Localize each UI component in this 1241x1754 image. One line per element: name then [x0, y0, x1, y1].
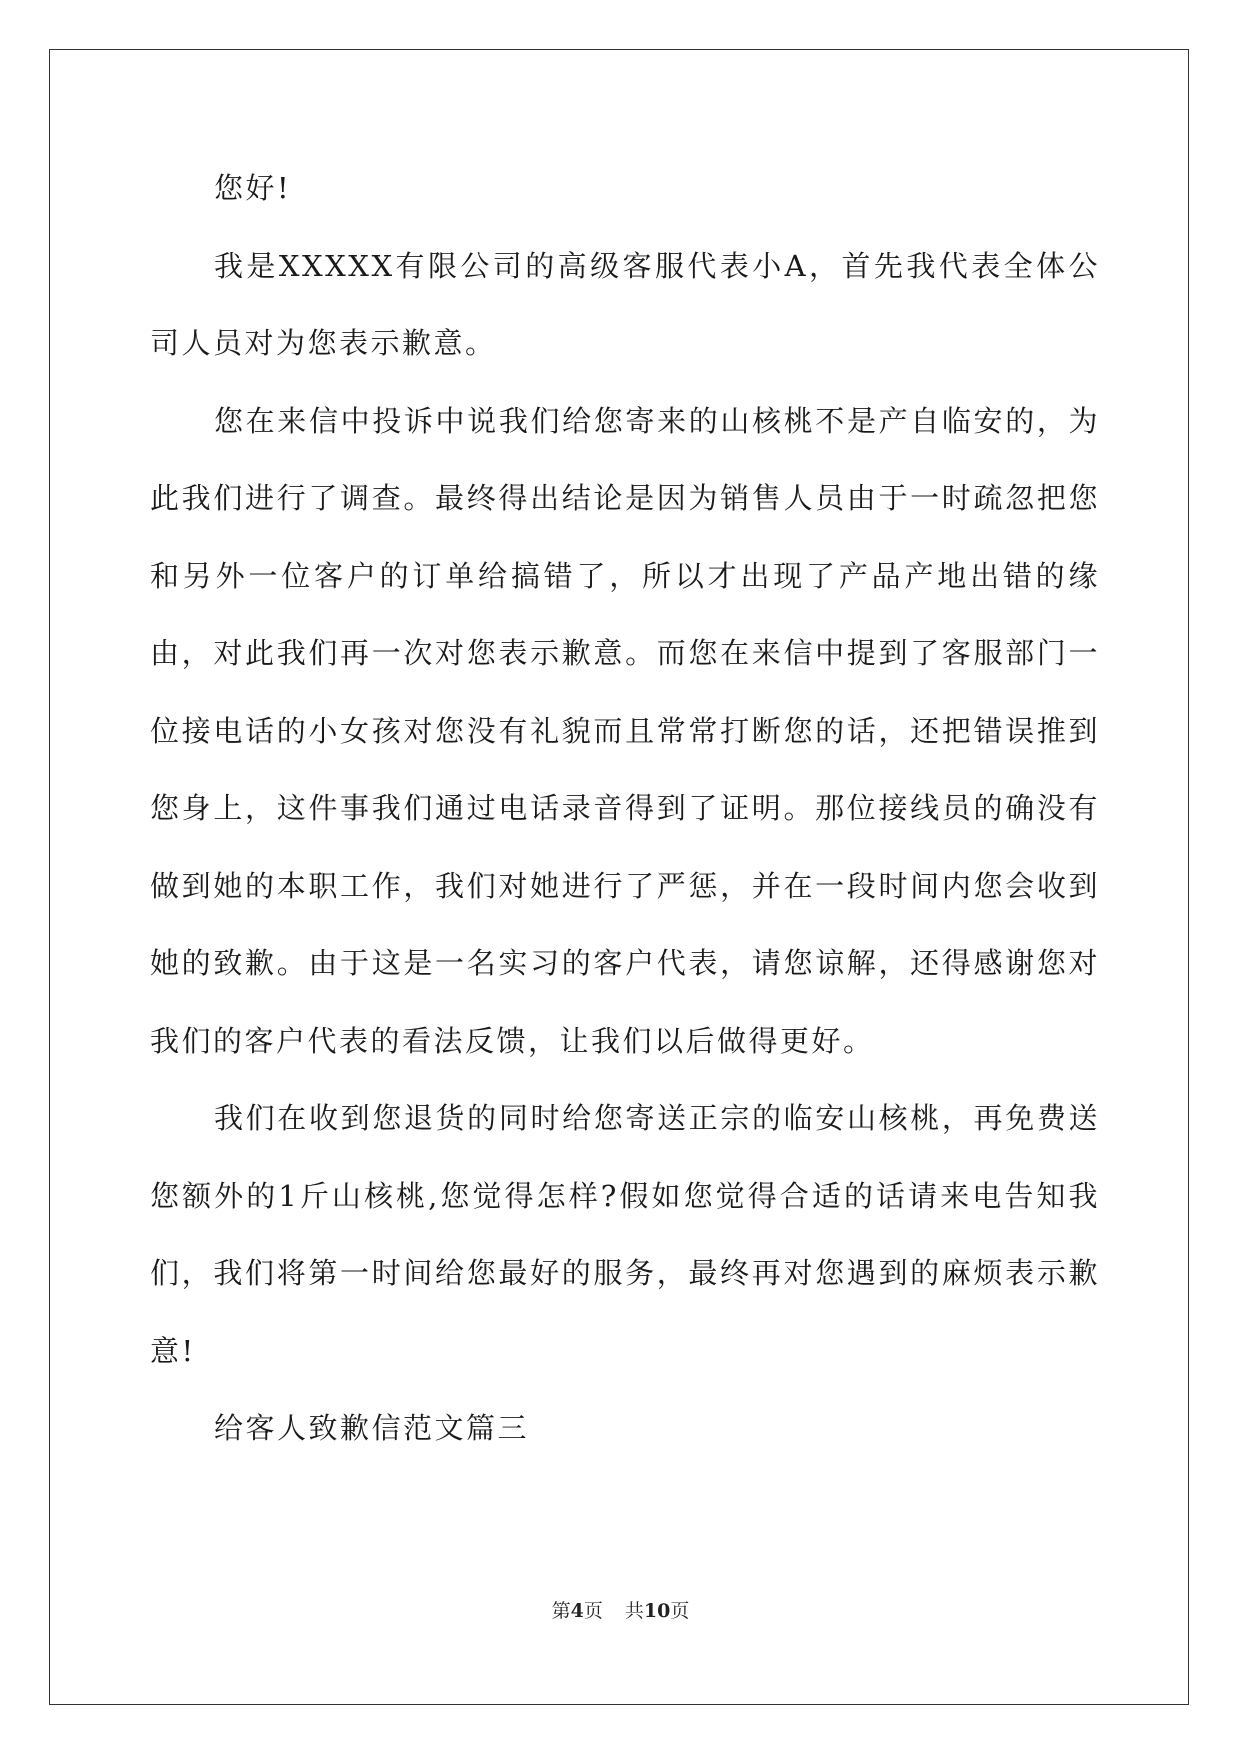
greeting: 您好!	[214, 171, 292, 205]
total-prefix: 共	[624, 1600, 644, 1622]
section-heading: 给客人致歉信范文篇三	[214, 1411, 530, 1445]
total-pages: 10	[643, 1600, 671, 1622]
page-prefix: 第	[551, 1600, 571, 1622]
paragraph-intro: 我是XXXXX有限公司的高级客服代表小A，首先我代表全体公司人员对为您表示歉意。	[150, 248, 1100, 360]
letter-body	[150, 150, 1100, 1468]
page-suffix: 页	[583, 1600, 603, 1622]
paragraph-investigation: 您在来信中投诉中说我们给您寄来的山核桃不是产自临安的，为此我们进行了调查。最终得出结论是因为销售人员由于一时疏忽把您和另外一位客户的订单给搞错了，所以才出现了产品产地出错的缘由，对此我们再一次对您表示歉意。而您在来信中提到了客服部门一位接电话的小女孩对您没有礼貌而且常常打断您的话，还把错误推到您身上，这件事我们通过电话录音得到了证明。那位接线员的确没有做到她的本职工作，我们对她进行了严惩，并在一段时间内您会收到她的致歉。由于这是一名实习的客户代表，请您谅解，还得感谢您对我们的客户代表的看法反馈，让我们以后做得更好。	[150, 403, 1100, 1058]
page-number: 4	[570, 1600, 584, 1622]
paragraph-compensation: 我们在收到您退货的同时给您寄送正宗的临安山核桃，再免费送您额外的1斤山核桃,您觉得怎样?假如您觉得合适的话请来电告知我们，我们将第一时间给您最好的服务，最终再对您遇到的麻烦表示歉意!	[150, 1101, 1100, 1368]
total-suffix: 页	[670, 1600, 690, 1622]
page-footer	[0, 1596, 1241, 1623]
